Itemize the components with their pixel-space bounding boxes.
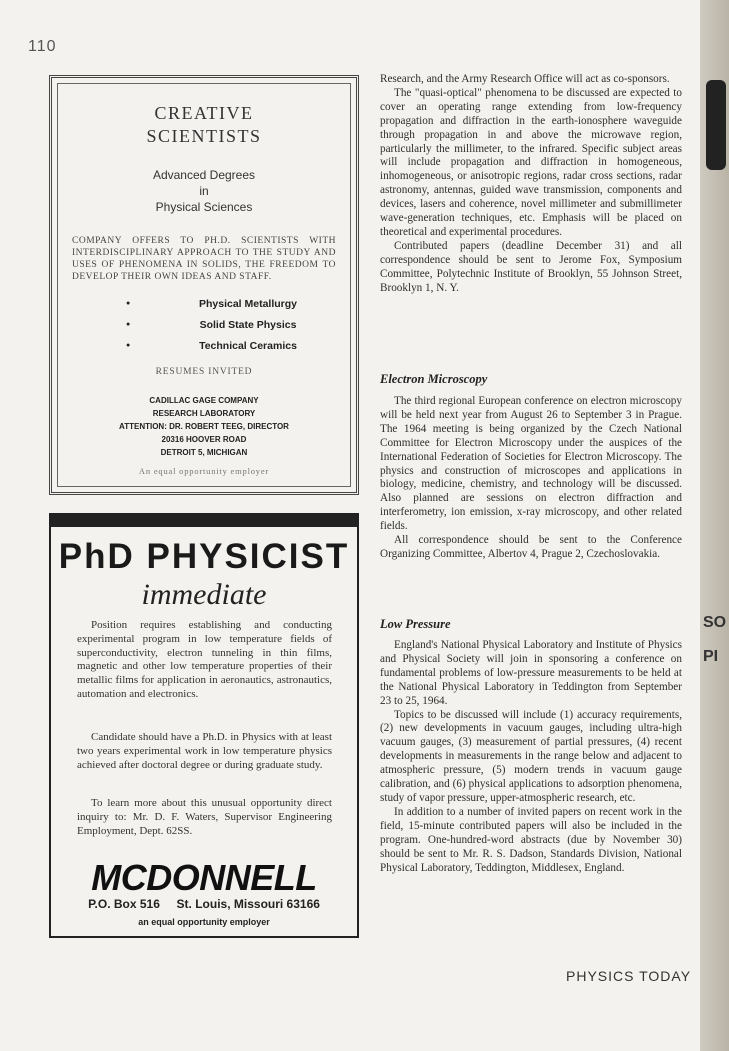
edge-fragment: SO [703,614,727,631]
equal-opportunity-note: An equal opportunity employer [138,466,270,476]
resumes-invited: RESUMES INVITED [155,367,253,377]
ad-address-line: 20316 HOOVER ROAD [161,435,247,444]
article-paragraph: The third regional European conference on electron microscopy will be held next year from August 26 to September 3 in Prague. The 1964 meeting is being organized by the Czech National Committee for Electron Microscopy under the auspices of the International Federation of Societies for Electron Microscopy. The physics and construction of microscopes and applications in biology, medicine, chemistry, and technology will be discussed. Also planned are sessions on electron diffraction and interferometry, ion emission, x-ray microscopy, and other related fields. [380,395,682,533]
article-paragraph: Topics to be discussed will include (1) accuracy requirements, (2) new developments in vacuum gauges, including ultra-high vacuum gauges, (3) measurement of partial pressures, (4) recent developments in measurements in the range below and adjacent to atmospheric pressure, (5) modern trends in vacuum gauge calibration, and (6) physical applications to adsorption phenomena, study of vapor pressure, upper-atmospheric research, etc. [380,708,682,804]
ad-bullet-item: ● Physical Metallurgy [140,298,356,310]
adjacent-page-edge [700,0,729,1051]
article-section-low-pressure [380,617,682,875]
article-paragraph: Contributed papers (deadline December 31) and all correspondence should be sent to Jerome Fox, Symposium Committee, Polytechnic Institute of Brooklyn, 55 Johnson Street, Brooklyn 1, N. Y. [380,239,682,294]
section-heading: Electron Microscopy [380,372,488,386]
footer-title: PHYSICS TODAY [566,968,692,984]
article-section-electron [380,372,682,562]
page-number: 110 [28,38,57,55]
article-paragraph: All correspondence should be sent to the Conference Organizing Committee, Albertov 4, Prague 2, Czechoslovakia. [380,534,682,560]
section-heading: Low Pressure [380,617,451,631]
ad-subheading-1: Advanced Degrees [152,168,256,182]
ad-paragraph: Candidate should have a Ph.D. in Physics with at least two years experimental work in low temperature physics achieved after doctoral degree or during graduate study. [77,731,332,771]
ad-body-text: COMPANY OFFERS TO PH.D. SCIENTISTS WITH INTERDISCIPLINARY APPROACH TO THE STUDY AND USES OF PHENOMENA IN SOLIDS, THE FREEDOM TO DEVELOP THEIR OWN IDEAS AND STAFF. [72,236,336,282]
ad-address-line: RESEARCH LABORATORY [152,409,256,418]
equal-opportunity-note: an equal opportunity employer [138,917,270,927]
article-paragraph: Research, and the Army Research Office will act as co-sponsors. [380,73,670,85]
article-column [380,73,682,296]
ad-subheading-2: in [199,184,209,198]
ad-subtitle: immediate [141,578,267,611]
edge-ink-blot [706,80,726,170]
ad-heading-line-1: CREATIVE [154,103,254,123]
creative-scientists-ad [49,75,359,495]
article-paragraph: The "quasi-optical" phenomena to be discussed are expected to cover an operating range extending from low-frequency propagation and diffraction in the earth-ionosphere waveguide through propagation in and above the microwave region, particularly the millimeter, to the infrared. Specific subject areas will include propagation and diffraction in homogeneous, inhomogeneous, or anisotropic regions, radar cross sections, radar astronomy, antennas, guided wave transmission, components and devices, lasers and coherence, novel millimeter and submillimeter wave-generation techniques, etc. Emphasis will be placed on theoretical and experimental procedures. [380,86,682,238]
edge-fragment: PI [703,648,719,665]
ad-paragraph: Position requires establishing and conducting experimental program in low temperature fields of superconductivity, electron tunneling in thin films, magnetic and other low temperature properties of their metallic films for application in aeronautics, astronautics, automation and electronics. [77,619,332,700]
ad-paragraph: To learn more about this unusual opportunity direct inquiry to: Mr. D. F. Waters, Supervisor Engineering Employment, Dept. 62SS. [77,797,332,837]
ad-heading-line-2: SCIENTISTS [146,126,262,146]
article-paragraph: England's National Physical Laboratory and Institute of Physics and Physical Society will join in sponsoring a conference on fundamental problems of low-pressure measurements to be held at the National Physical Laboratory in Teddington from September 23 to 25, 1964. [380,639,682,707]
ad-title: PhD PHYSICIST [58,537,350,576]
ad-bullet-item: ● Technical Ceramics [140,340,356,352]
ad-subheading-3: Physical Sciences [155,200,253,214]
ad-address-line: CADILLAC GAGE COMPANY [149,396,259,405]
ad-address-line: ATTENTION: DR. ROBERT TEEG, DIRECTOR [119,422,289,431]
ad-bullet-item: ● Solid State Physics [140,319,356,331]
ad-address-line: DETROIT 5, MICHIGAN [160,448,248,457]
phd-physicist-ad [49,513,359,938]
company-address: P.O. Box 516 St. Louis, Missouri 63166 [88,897,320,911]
company-logo-text: MCDONNELL [91,857,317,898]
article-paragraph: In addition to a number of invited papers on recent work in the field, 15-minute contributed papers will also be included in the program. One-hundred-word abstracts (due by November 30) should be sent to Mr. R. S. Dadson, Standards Division, National Physical Laboratory, Teddington, Middlesex, England. [380,805,682,874]
